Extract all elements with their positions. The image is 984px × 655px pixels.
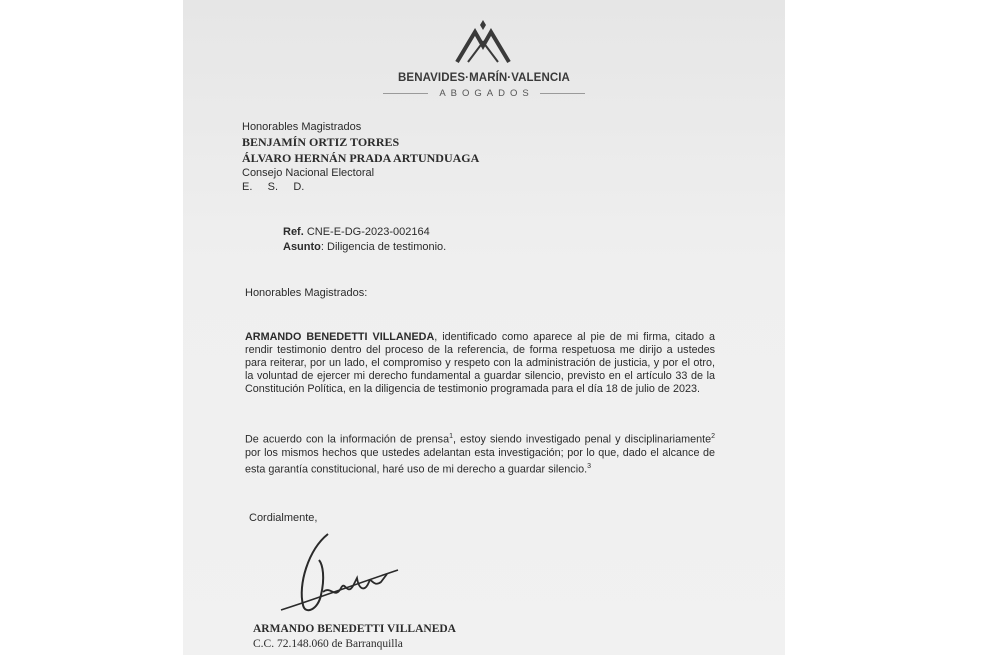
body-salutation: Honorables Magistrados: (245, 287, 368, 299)
letter-page (183, 0, 785, 655)
firm-logo-icon (453, 18, 513, 66)
magistrate-name-1: BENJAMÍN ORTIZ TORRES (242, 135, 400, 149)
magistrate-name-2: ÁLVARO HERNÁN PRADA ARTUNDUAGA (242, 151, 480, 165)
footnote-ref-3: 3 (587, 462, 592, 470)
paragraph-2-text-c: por los mismos hechos que ustedes adelantan esta investigación; por lo que, dado el alcance de esta garantía constitucional, haré uso de mi derecho a guardar silencio. (245, 446, 715, 476)
author-name: ARMANDO BENEDETTI VILLANEDA (245, 331, 435, 343)
signature-image (273, 530, 413, 622)
divider (383, 93, 428, 94)
signer-name: ARMANDO BENEDETTI VILLANEDA (253, 623, 456, 635)
footnote-ref-2: 2 (711, 433, 715, 440)
paragraph-1-text: , identificado como aparece al pie de mi firma, citado a rendir testimonio dentro del proceso de la referencia, de forma respetuosa me dirijo a ustedes para reiterar, por un lado, el compromiso y respeto con la administración de justicia, y por el otro, la voluntad de ejercer mi derecho fundamental a guardar silencio, previsto en el artículo 33 de la Constitución Política, en la diligencia de testimonio programada para el día 18 de julio de 2023. (245, 331, 715, 395)
firm-subtitle: ABOGADOS (439, 88, 534, 99)
firm-name: BENAVIDES·MARÍN·VALENCIA (398, 72, 570, 84)
paragraph-2 (245, 430, 715, 476)
esd-line: E. S. D. (242, 181, 305, 193)
paragraph-2-text-a: De acuerdo con la información de prensa (245, 433, 450, 446)
subject-label: Asunto (283, 241, 321, 253)
reference-label: Ref. (283, 226, 304, 238)
divider (540, 93, 585, 94)
signer-id: C.C. 72.148.060 de Barranquilla (253, 638, 403, 650)
valediction: Cordialmente, (249, 512, 318, 524)
addressee-salutation: Honorables Magistrados (242, 121, 362, 133)
paragraph-1 (245, 331, 715, 396)
reference-value: CNE-E-DG-2023-002164 (303, 226, 430, 238)
firm-subtitle-row (383, 88, 585, 99)
reference-line (283, 225, 430, 239)
footnote-ref-1: 1 (449, 433, 453, 440)
subject-value: : Diligencia de testimonio. (320, 241, 447, 253)
subject-line (283, 240, 446, 254)
paragraph-2-text-b: , estoy siendo investigado penal y disciplinariamente (452, 433, 712, 446)
institution-name: Consejo Nacional Electoral (242, 167, 375, 179)
